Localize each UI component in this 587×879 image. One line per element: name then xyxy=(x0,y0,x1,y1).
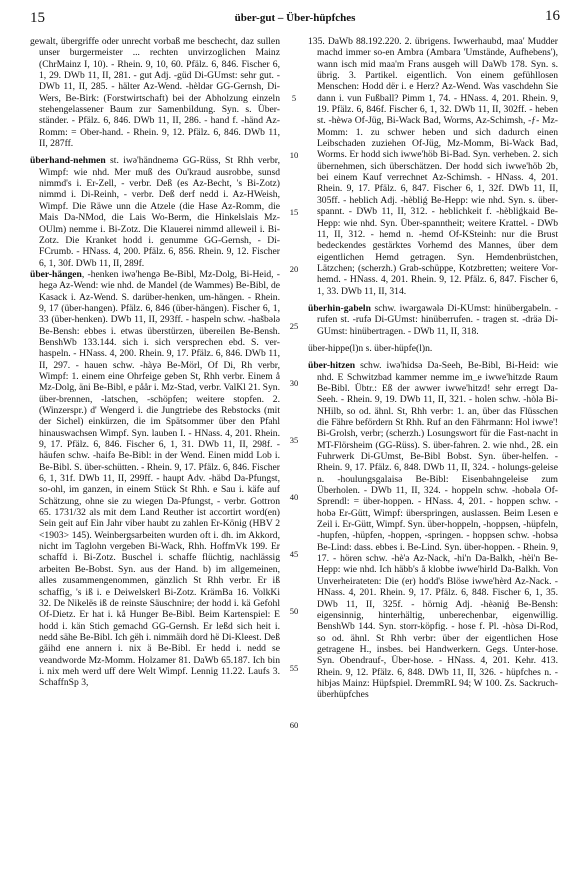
dictionary-entry xyxy=(308,360,558,700)
entry-headword: über-hitzen xyxy=(308,360,356,372)
page-number-left: 15 xyxy=(30,10,45,26)
right-column xyxy=(308,36,558,701)
line-number: 30 xyxy=(289,378,299,388)
entry-text: über-hippe(l)n s. über-hüpfe(l)n. xyxy=(308,342,433,354)
line-number: 15 xyxy=(289,207,299,217)
line-number: 25 xyxy=(289,321,299,331)
entry-headword: überhand-nehmen xyxy=(30,155,106,167)
left-column xyxy=(30,36,280,689)
line-number: 55 xyxy=(289,663,299,673)
line-number: 40 xyxy=(289,492,299,502)
dictionary-entry xyxy=(30,36,280,149)
page-header xyxy=(30,8,560,30)
running-title: über-gut – Über-hüpfches xyxy=(234,12,356,24)
entry-headword: überhin-gabeln xyxy=(308,302,371,314)
line-number: 50 xyxy=(289,606,299,616)
entry-headword: über-hängen xyxy=(30,268,82,280)
dictionary-entry xyxy=(30,269,280,689)
page-number-right: 16 xyxy=(545,8,560,24)
line-number: 10 xyxy=(289,150,299,160)
entry-text: , -henken iwǝ'hengǝ Be-Bibl, Mz-Dolg, Bi-Heid, -hegǝ Az-Wend: wie nhd. de Mandel (de Wammes) Be-Bibl, de Kasack i. Az-Wend. S. darüber-henken, um-hängen. - Rhein. 9, 17 (über-hangen). Pfälz. 6, 846 (über-hängen). Fischer 6, 1, 33 (über-henken). DWb 11, II, 293ff. - haspeln schw. -hašbǝlǝ Be-Bensh: ebbes i. etwas überstürzen, übereilen Be-Bensh. BenshWb 133.144. sich i. sich versprechen ebd. S. ver-haspeln. - HNass. 4, 200. Rhein. 9, 17. Pfälz. 6, 846. DWb 11, II, 297. - hauen schw. -hàyǝ Be-Mörl, Of Di, Rh verbr, Wimpf: 1. einem eine Ohrfeige geben St, Rhh verbr. Einem å Mz-Dolg, äni Be-Bibl, e påår i. Mz-Stad, verbr. ValKl 21. Syn. über-brennen, -latschen, -schöpfen; weitere stopfen. 2. (Winzerspr.) d' Wengerd i. die Jungtriebe des Rebstocks (mit der Sichel) einkürzen, die im Spätsommer über den Pfahl hinauswachsen Wimpf. Syn. lauben I. - HNass. 4, 201. Rhein. 9, 17. Pfälz. 6, 846. Fischer 6, 1, 31. DWb 11, II, 298f. - häufen schw. -haifǝ Be-Bibl: in der Wend. Einen midd Lob i. Be-Bibl. S. über-schütten. - Rhein. 9, 17. Pfälz. 6, 846. Fischer 6, 1, 31f. DWb 11, II, 299ff. - haupt Adv. -häbd Da-Pfungst, so-ohl, im ganzen, in einem Stück St Rhh. e Sau i. käfe auf Schätzung, ohne sie zu wiegen Da-Pfungst, - verbr. Gottron 65. 1731/32 als mit dem Land Reuther ist accortirt word(en) Sein geit auf Ein Jahr viber haubt zu zahlen Er-König (HBV 2 <1903> 145). Weinbergsarbeiten wurden oft i. dh. im Akkord, nicht im Taglohn vergeben Bi-Wack, Rhh. HoffmVk 199. Er schaffd i. Bi-Zotz. Buschel i. schaffe flüchtig, nachlässig arbeiten Be-Bobst. Syn. aus der Hand. b) im allgemeinen, alles zusammengenommen, gänzlich St Rhh verbr. Er iß schaffig, 's iß i. e Deiwelskerl Bi-Zotz. KrämBa 16. VolkKi 32. De Nikelës iß de reinste Säuschnire; der hodd i. kä Gefohl Of-Dietz. Er hat i. kå Hunger Be-Bibl. Beim Kartenspiel: E hodd i. kän Stich gemachd GG-Gernsh. Er leßd sich heit i. nedd sähe Be-Bibl. Ich gëh i. nimmäih dord hë Di-Kleest. Deß gäihd ene annern i. nix ä Be-Bibl. Er hedd i. nedd se veandworde Mz-Momm. Holzamer 81. DaWb 65.187. Ich bin i. nix meh werd uff dere Welt Wimpf. Lennig 11.22. Laufs 3. SchaffnSp 3, xyxy=(39,268,280,689)
line-number: 20 xyxy=(289,264,299,274)
entry-text: 135. DaWb 88.192.220. 2. übrigens. Iwwerhaubd, maa' Mudder machd immer so-en Ambra (Ambara 'Umstände, Aufhebens'), wann isch mid maa'm Frans ausgeh will DaWb 178. Syn. s. übrig. 3. Partikel. eigentlich. Von einem gefühllosen Menschen: Hodd dër i. e Herz? Az-Wend. Was vaschdehn Sie dann i. vun Fußball? Pimm 1, 74. - HNass. 4, 201. Rhein. 9, 19. Pfälz. 6, 846f. Fischer 6, 1, 32. DWb 11, II, 302ff. - heben st. -hèwǝ Of-Jüg, Bi-Wack Bad, Worms, Az-Schimsh, -ƒ- Mz-Momm: 1. zu schwer heben und sich dadurch einen Leibschaden zuziehen Of-Jüg, Mz-Momm, Bi-Wack Bad, Worms. Er hodd sich iwwe'höb Bi-Bad. Syn. verheben. 2. sich übernehmen, sich überschätzen. Der hodd sich iwwe'höb 2b, bei einem Kauf verrechnet Az-Schimsh. - HNass. 4, 201. Rhein. 9, 17. Pfälz. 6, 847. Fischer 6, 1, 32f. DWb 11, II, 305ff. - heblich Adj. -hèbliǵ Be-Hepp: wie nhd. Syn. s. über-spannt. - DWb 11, II, 312. - heblichkeit f. -hèbliǵkaid Be-Hepp: wie nhd. Syn. Über-spanntheit; weitere Krattel. - DWb 11, II, 312. - hemd n. -hemd Of-KSteinh: nur die Brust bedeckendes gestärktes Vorhemd des Mannes, über dem eigentlichen Hemd getragen. Syn. Hemdenbrüstchen, Lätzchen; (scherzh.) Grab-schüppe, Kotzbretten; weitere Vor-hemd. - HNass. 4, 201. Rhein. 9, 12. Pfälz. 6, 847. Fischer 6, 1, 33. DWb 11, II, 314. xyxy=(308,36,558,297)
entry-text: gewalt, übergriffe oder unrecht vorbaß me beschecht, daz sullen unser burgermeister ... rechten unvirzoglichen Mainz (ChrMainz I, 10). - Rhein. 9, 10, 60. Pfälz. 6, 846. Fischer 6, 1, 29. DWb 11, II, 281. - gut Adj. -güd Di-GUmst: sehr gut. - DWb 11, II, 285. - hälter Az-Wend. -hèldǝr GG-Gernsh, Di-Wers, Be-Birk: (Forstwirtschaft) bei der Abholzung einzeln stehengelassener Baum zur Samenbildung. Syn. s. Über-ständer. - Pfälz. 6, 846. DWb 11, II, 286. - hand f. -händ Az-Romm: = Ober-hand. - Rhein. 9, 12. Pfälz. 6, 846. DWb 11, II, 287ff. xyxy=(30,36,280,150)
dictionary-entry xyxy=(30,155,280,268)
entry-text: st. iwǝ'händnemǝ GG-Rüss, St Rhh verbr, Wimpf: wie nhd. Mer muß des Ou'kraud ausrobbe, sunsd nimmd's i. Er-Zell, - verbr. Deß (es Az-Becht, 's Bi-Zotz) nimmd i. Di-Reinh, - verbr. Deß derf nedd i. Az-HWeish, Wimpf. Die Räwe unn die Atzele (die Hase Az-Romm, die Mais Da-NMod, die Lais Wo-Berm, die Hinkelslais Mz-OUlm) nemme i. Bi-Zotz. Die Klauerei nimmd alleweil i. Bi-Zotz. Die Kranket hodd i. genumme GG-Gernsh, - Di-FCrumb. - HNass. 4, 200. Pfälz. 6, 856. Rhein. 9, 12. Fischer 6, 1, 30f. DWb 11, II, 289f. xyxy=(39,155,280,269)
dictionary-entry xyxy=(308,343,558,354)
entry-text: schw. iwǝ'hidsǝ Da-Seeh, Be-Bibl, Bi-Heid: wie nhd. E Schwitzbad kammer nemme im_e iwwe'hitzde Raum Be-Bibl. Übtr.: Eß der awwer iwwe'hitzd! sehr erregt Da-Seeh. - Rhein. 9, 19. DWb 11, II, 321. - holen schw. -hòlǝ Bi-NHilb, so od. ähnl. St, Rhh verbr: 1. an, über das Flüsschen die Fähre befördern St Rhh. Ruf an den Fährmann: Hol iwwe'! Bi-Grolsh, verbr; (scherzh.) Losungswort für die Fast-nacht in MT-Flörsheim (GG-Rüss). S. über-fahren. 2. wie nhd., 2ß. ein Fuhrwerk Di-GUmst, Be-Bibl Bobst. Syn. über-helfen. - Rhein. 9, 17. Pfälz. 6, 848. DWb 11, II, 324. - holungs-geleise n. -houlungsgalaisǝ Be-Bibl: Eisenbahngeleise zum Überholen. - DWb 11, II, 324. - hoppeln schw. -hobǝlǝ Of-Sprendl: = über-hoppen. - HNass. 4, 201. - hoppen schw. -hobǝ Er-Gütt, Wimpf: überspringen, auslassen. Beim Lesen e Zeil i. Er-Gütt, Wimpf. Syn. über-hoppeln, -hoppsen, -hüpfeln, -hupfen, -hüpfen, -hoppen, -springen. - hoppsen schw. -hobsǝ Be-Lind: dass. ebbes i. Be-Lind. Syn. über-hoppen. - Rhein. 9, 17. - hören schw. -hè'ǝ Az-Nack, -hi'n Da-Balkh, -hèi'n Be-Hepp: wie nhd. Ich häbb's å klobbe iwwe'hirld Da-Balkh. Von Unverheirateten: Die (er) hodd's Blöse iwwe'hèrd Az-Nack. - HNass. 4, 201. Rhein. 9, 17. Pfälz. 6, 848. Fischer 6, 1, 35. DWb 11, II, 325f. - hörnig Adj. -hèǝniǵ Be-Bensh: eigensinnig, hinterhältig, unberechenbar, eigenwillig. BenshWb 144. Syn. storr-köpfig. - hose f. Pl. -hòsǝ Di-Rod, so od. ähnl. St Rhh verbr: über der eigentlichen Hose getragene H., insbes. bei Handwerkern. Gegs. Unter-hose. Syn. Obendrauf-, Über-hose. - HNass. 4, 201. Kehr. 413. Rhein. 9, 12. Pfälz. 6, 848. DWb 11, II, 326. - hüpfches n. -hibjǝs Mainz: Hüpfspiel. DremmRL 94; W 100. Zs. Sackruch-überhüpfches xyxy=(317,360,558,701)
line-number: 35 xyxy=(289,435,299,445)
dictionary-entry xyxy=(308,36,558,297)
entry-text: schw. iwǝrgawǝlǝ Di-KUmst: hinübergabeln. - rufen st. -rufǝ Di-GUmst: hinüberrufen. - tragen st. -dräǝ Di-GUmst: hinübertragen. - DWb 11, II, 318. xyxy=(317,302,558,337)
line-number: 5 xyxy=(291,93,297,103)
line-number: 60 xyxy=(289,720,299,730)
line-number: 45 xyxy=(289,549,299,559)
dictionary-entry xyxy=(308,303,558,337)
